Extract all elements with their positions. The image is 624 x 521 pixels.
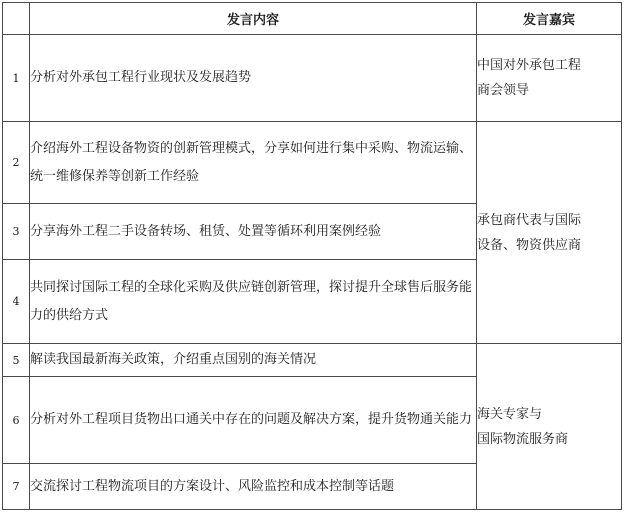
guest-cell-3 — [477, 344, 622, 510]
guest-line: 商会领导 — [477, 83, 530, 98]
row-content: 介绍海外工程设备物资的创新管理模式，分享如何进行集中采购、物流运输、统一维修保养等创新工作经验 — [30, 122, 477, 204]
row-content: 解读我国最新海关政策，介绍重点国别的海关情况 — [30, 344, 477, 377]
header-guest: 发言嘉宾 — [477, 3, 622, 35]
row-content: 分析对外工程项目货物出口通关中存在的问题及解决方案，提升货物通关能力 — [30, 377, 477, 464]
guest-line: 中国对外承包工程 — [477, 58, 582, 73]
guest-line: 海关专家与 — [477, 406, 543, 422]
guest-cell-2 — [477, 122, 622, 344]
row-number: 6 — [3, 377, 30, 464]
row-content: 分析对外承包工程行业现状及发展趋势 — [30, 35, 477, 122]
guest-cell-1 — [477, 35, 622, 122]
row-number: 1 — [3, 35, 30, 122]
row-number: 2 — [3, 122, 30, 204]
row-number: 4 — [3, 260, 30, 344]
header-number-cell — [3, 3, 30, 35]
header-content: 发言内容 — [30, 3, 477, 35]
row-number: 3 — [3, 204, 30, 260]
row-content: 共同探讨国际工程的全球化采购及供应链创新管理，探讨提升全球售后服务能力的供给方式 — [30, 260, 477, 344]
row-number: 5 — [3, 344, 30, 377]
row-content: 交流探讨工程物流项目的方案设计、风险监控和成本控制等话题 — [30, 464, 477, 510]
guest-line: 承包商代表与国际 — [477, 212, 582, 228]
row-content: 分享海外工程二手设备转场、租赁、处置等循环利用案例经验 — [30, 204, 477, 260]
guest-line: 设备、物资供应商 — [477, 237, 582, 253]
row-number: 7 — [3, 464, 30, 510]
table-row — [3, 344, 622, 377]
table-row — [3, 35, 622, 122]
agenda-table — [2, 2, 622, 510]
table-row — [3, 122, 622, 204]
header-row — [3, 3, 622, 35]
guest-line: 国际物流服务商 — [477, 431, 569, 447]
